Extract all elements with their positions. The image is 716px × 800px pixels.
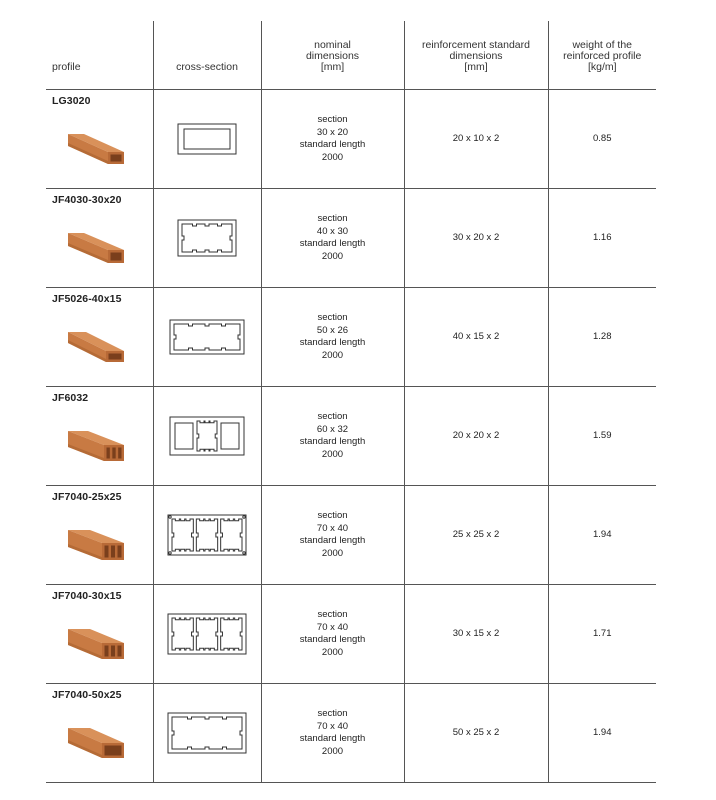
cross-section-cell <box>153 189 261 288</box>
ribbed-beam-icon <box>60 415 126 465</box>
table-row <box>46 189 656 288</box>
section-label: section <box>317 312 348 323</box>
profile-cell <box>46 288 153 387</box>
header-reinforcement-dimensions <box>404 21 548 90</box>
header-reinforcement-line: reinforcement standard <box>422 39 530 51</box>
section-lug <box>243 552 245 554</box>
single-chamber-section-icon <box>165 216 249 260</box>
length-label: standard length <box>299 139 366 150</box>
header-weight-line: reinforced profile <box>563 50 642 62</box>
section-size: 60 x 32 <box>316 423 349 435</box>
header-weight <box>548 21 656 90</box>
section-label: section <box>317 708 348 719</box>
section-size: 70 x 40 <box>316 621 349 633</box>
ribbed-beam-icon <box>60 613 126 663</box>
header-reinforcement-line: [mm] <box>464 61 488 73</box>
section-size: 30 x 20 <box>316 126 349 138</box>
nominal-dimensions-cell <box>261 486 404 585</box>
length-label: standard length <box>299 634 366 645</box>
three-chamber-section-icon <box>165 414 249 458</box>
cross-section-cell <box>153 585 261 684</box>
beam-hollow <box>118 645 122 656</box>
length-value: 2000 <box>321 250 344 262</box>
section-chamber <box>221 519 242 551</box>
weight-cell: 1.59 <box>548 387 656 486</box>
three-chamber-section-icon <box>165 513 249 557</box>
cross-section-cell <box>153 288 261 387</box>
nominal-dimensions-cell <box>261 585 404 684</box>
beam-hollow <box>105 545 109 557</box>
table-row <box>46 387 656 486</box>
section-size: 70 x 40 <box>316 522 349 534</box>
section-size: 50 x 26 <box>316 324 349 336</box>
hollow-beam-icon <box>60 712 126 762</box>
section-chamber <box>182 224 232 252</box>
beam-hollow <box>111 645 115 656</box>
beam-hollow <box>107 447 110 458</box>
section-chamber <box>172 717 242 749</box>
profile-spec-table <box>46 21 656 783</box>
nominal-dimensions-cell <box>261 90 404 189</box>
beam-hollow <box>118 545 122 557</box>
section-lug <box>243 516 245 518</box>
beam-hollow <box>112 447 115 458</box>
section-chamber <box>175 423 193 449</box>
length-value: 2000 <box>321 448 344 460</box>
header-weight-line: weight of the <box>572 39 633 51</box>
header-nominal-line: [mm] <box>320 61 345 73</box>
section-label: section <box>317 609 348 620</box>
cross-section-cell <box>153 387 261 486</box>
section-chamber <box>221 423 239 449</box>
section-lug <box>169 516 171 518</box>
table-row <box>46 684 656 783</box>
length-label: standard length <box>299 535 366 546</box>
reinforcement-cell: 20 x 20 x 2 <box>404 387 548 486</box>
cross-section-cell <box>153 684 261 783</box>
nominal-dimensions-cell <box>261 189 404 288</box>
section-chamber <box>172 618 193 650</box>
profile-spec-sheet <box>46 21 656 783</box>
length-value: 2000 <box>321 646 344 658</box>
section-label: section <box>317 213 348 224</box>
profile-name: JF7040-25x25 <box>52 491 122 503</box>
profile-name: JF7040-30x15 <box>52 590 122 602</box>
reinforcement-cell: 20 x 10 x 2 <box>404 90 548 189</box>
section-label: section <box>317 411 348 422</box>
beam-hollow <box>109 353 122 359</box>
beam-hollow <box>105 645 109 656</box>
weight-cell: 1.16 <box>548 189 656 288</box>
table-row <box>46 585 656 684</box>
reinforcement-cell: 30 x 20 x 2 <box>404 189 548 288</box>
section-lug <box>169 552 171 554</box>
profile-cell <box>46 684 153 783</box>
length-label: standard length <box>299 238 366 249</box>
table-row <box>46 288 656 387</box>
profile-cell <box>46 90 153 189</box>
cross-section-cell <box>153 90 261 189</box>
single-chamber-section-icon <box>165 117 249 161</box>
hollow-beam-icon <box>60 118 126 168</box>
single-chamber-section-icon <box>165 711 249 755</box>
section-outline <box>178 220 236 256</box>
section-chamber <box>221 618 242 650</box>
weight-cell: 1.94 <box>548 684 656 783</box>
cross-section-cell <box>153 486 261 585</box>
section-size: 40 x 30 <box>316 225 349 237</box>
length-label: standard length <box>299 733 366 744</box>
profile-cell <box>46 486 153 585</box>
header-reinforcement-line: dimensions <box>449 50 503 62</box>
beam-hollow <box>118 447 121 458</box>
profile-name: JF6032 <box>52 392 89 404</box>
profile-name: JF4030-30x20 <box>52 194 122 206</box>
profile-name: JF5026-40x15 <box>52 293 122 305</box>
profile-name: JF7040-50x25 <box>52 689 122 701</box>
hollow-beam-icon <box>60 217 126 267</box>
reinforcement-cell: 40 x 15 x 2 <box>404 288 548 387</box>
table-row <box>46 486 656 585</box>
length-value: 2000 <box>321 349 344 361</box>
nominal-dimensions-cell <box>261 387 404 486</box>
weight-cell: 0.85 <box>548 90 656 189</box>
section-label: section <box>317 114 348 125</box>
length-value: 2000 <box>321 547 344 559</box>
table-row <box>46 90 656 189</box>
beam-hollow <box>111 545 115 557</box>
section-chamber <box>196 519 217 551</box>
section-chamber <box>184 129 230 149</box>
profile-name: LG3020 <box>52 95 91 107</box>
profile-cell <box>46 585 153 684</box>
header-nominal-dimensions <box>261 21 404 90</box>
beam-hollow <box>105 745 122 755</box>
header-cross-section: cross-section <box>153 21 261 90</box>
section-chamber <box>197 421 217 451</box>
weight-cell: 1.28 <box>548 288 656 387</box>
reinforcement-cell: 30 x 15 x 2 <box>404 585 548 684</box>
beam-hollow <box>111 252 122 260</box>
length-label: standard length <box>299 337 366 348</box>
profile-cell <box>46 189 153 288</box>
section-label: section <box>317 510 348 521</box>
beam-hollow <box>111 154 122 161</box>
section-chamber <box>172 519 193 551</box>
header-profile: profile <box>52 61 81 73</box>
single-chamber-section-icon <box>165 315 249 359</box>
section-size: 70 x 40 <box>316 720 349 732</box>
three-chamber-section-icon <box>165 612 249 656</box>
header-row <box>46 21 656 90</box>
nominal-dimensions-cell <box>261 684 404 783</box>
header-nominal-line: nominal <box>314 39 351 51</box>
header-weight-line: [kg/m] <box>587 61 617 73</box>
section-chamber <box>174 324 240 350</box>
reinforcement-cell: 50 x 25 x 2 <box>404 684 548 783</box>
section-outline <box>170 320 244 354</box>
weight-cell: 1.94 <box>548 486 656 585</box>
length-value: 2000 <box>321 745 344 757</box>
nominal-dimensions-cell <box>261 288 404 387</box>
section-chamber <box>196 618 217 650</box>
weight-cell: 1.71 <box>548 585 656 684</box>
length-label: standard length <box>299 436 366 447</box>
profile-cell <box>46 387 153 486</box>
header-nominal-line: dimensions <box>305 50 360 62</box>
hollow-beam-icon <box>60 316 126 366</box>
ribbed-beam-icon <box>60 514 126 564</box>
reinforcement-cell: 25 x 25 x 2 <box>404 486 548 585</box>
length-value: 2000 <box>321 151 344 163</box>
